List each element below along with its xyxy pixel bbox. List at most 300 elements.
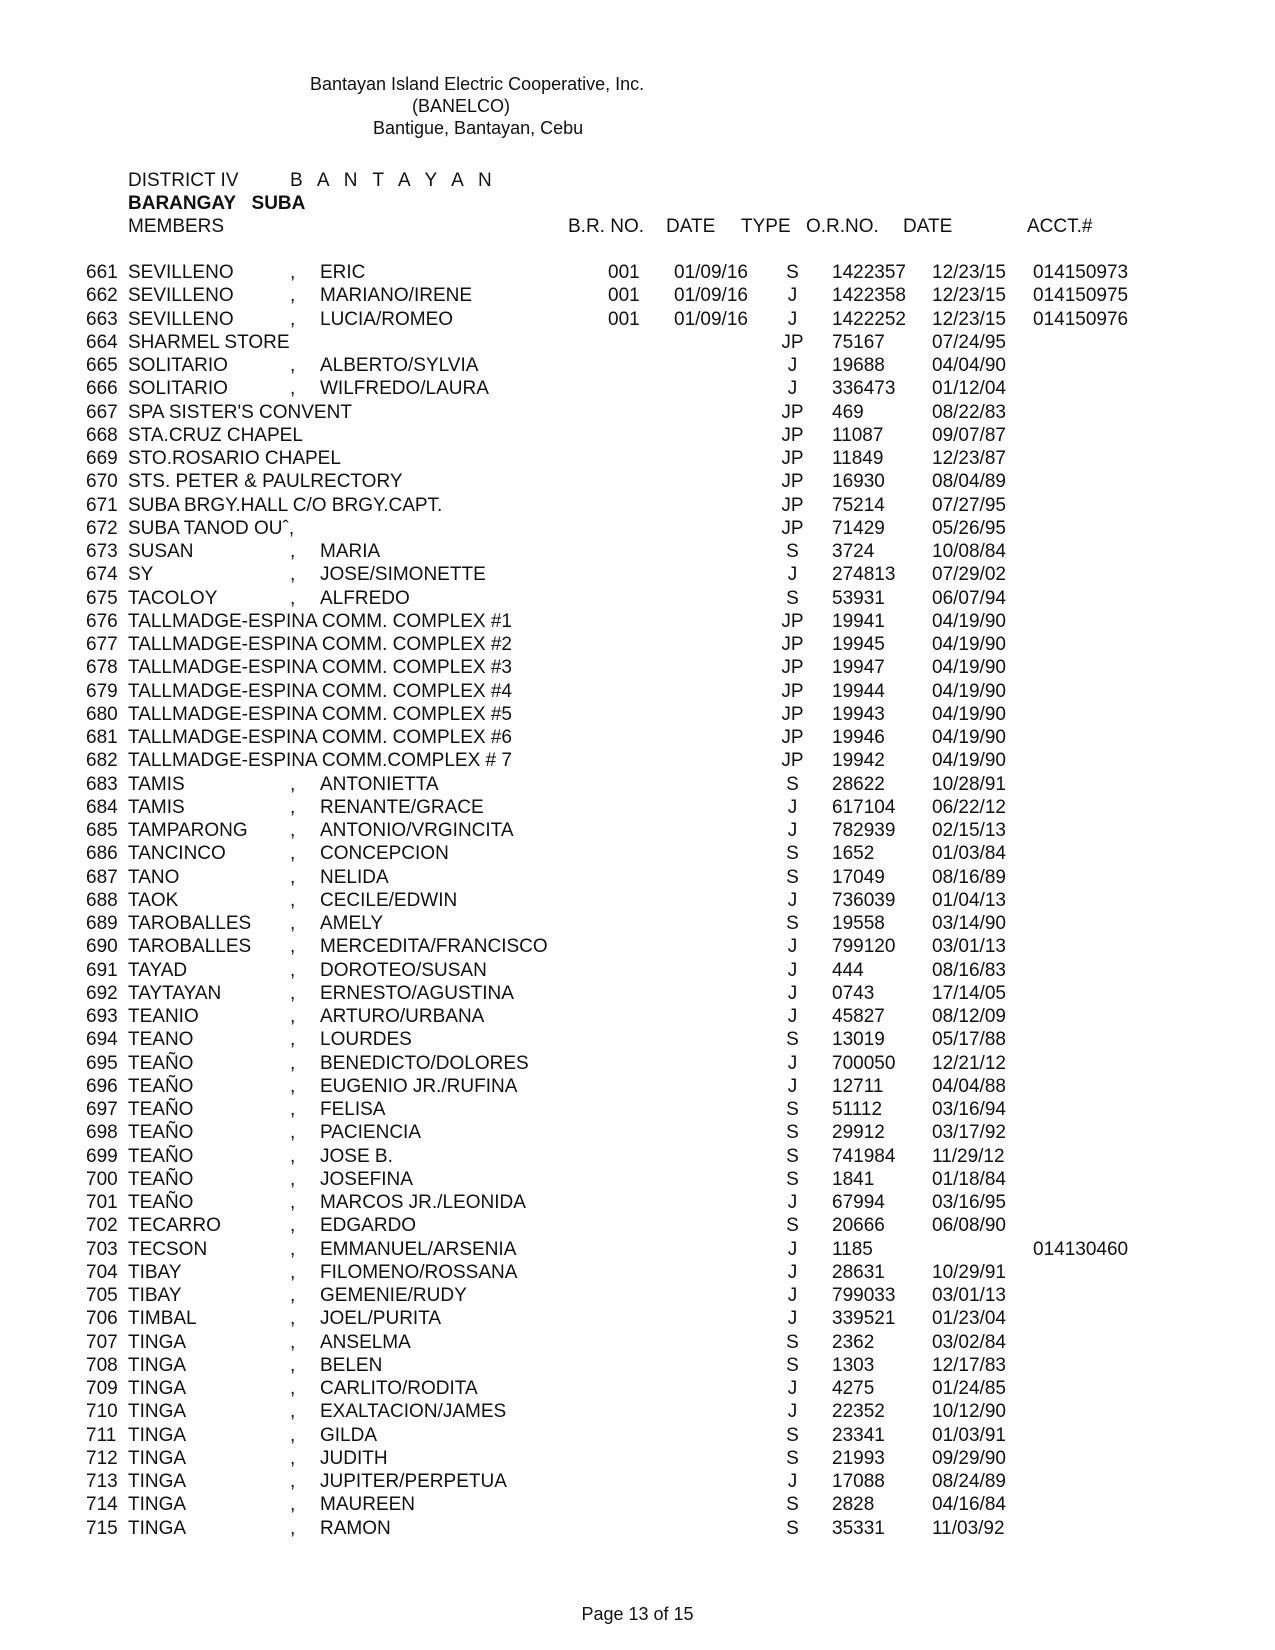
row-number: 708 xyxy=(86,1354,118,1376)
member-last-name: STO.ROSARIO CHAPEL xyxy=(128,448,341,469)
member-first-name: ERIC xyxy=(320,262,366,283)
row-number: 676 xyxy=(86,610,118,632)
or-date: 01/12/04 xyxy=(932,378,1006,400)
row-number: 663 xyxy=(86,308,118,330)
name-separator: , xyxy=(290,262,296,283)
membership-type: S xyxy=(786,1354,799,1376)
member-last-name: TEAÑO xyxy=(128,1122,194,1144)
table-row xyxy=(0,797,1275,820)
member-last-name: TEAÑO xyxy=(128,1075,194,1097)
row-number: 670 xyxy=(86,471,118,493)
org-acronym: (BANELCO) xyxy=(412,96,511,116)
or-number: 23341 xyxy=(832,1424,885,1446)
table-row xyxy=(0,634,1275,657)
row-number: 689 xyxy=(86,913,118,934)
row-number: 696 xyxy=(86,1075,118,1097)
member-last-name: TINGA xyxy=(128,1378,187,1399)
member-last-name: TAMIS xyxy=(128,796,185,818)
member-first-name: RENANTE/GRACE xyxy=(320,796,484,818)
membership-type: S xyxy=(786,1494,799,1516)
member-last-name: TALLMADGE-ESPINA COMM. COMPLEX #4 xyxy=(128,680,512,702)
or-date: 09/07/87 xyxy=(932,424,1006,446)
or-date: 04/19/90 xyxy=(932,750,1006,772)
member-last-name: TIMBAL xyxy=(128,1308,197,1330)
member-last-name: TALLMADGE-ESPINA COMM. COMPLEX #5 xyxy=(128,703,512,725)
or-number: 20666 xyxy=(832,1215,885,1237)
or-date: 12/23/15 xyxy=(932,285,1006,307)
table-row xyxy=(0,1239,1275,1262)
or-number: 19942 xyxy=(832,750,885,772)
name-separator: , xyxy=(290,355,296,376)
table-row xyxy=(0,727,1275,750)
name-separator: , xyxy=(290,1447,296,1469)
or-number: 1652 xyxy=(832,843,875,865)
row-number: 680 xyxy=(86,703,118,725)
member-last-name: TALLMADGE-ESPINA COMM.COMPLEX # 7 xyxy=(128,750,512,772)
or-date: 12/23/15 xyxy=(932,262,1006,283)
membership-type: S xyxy=(786,1145,799,1167)
name-separator: , xyxy=(290,1122,296,1144)
row-number: 684 xyxy=(86,796,118,818)
name-separator: , xyxy=(290,959,296,981)
member-first-name: LOURDES xyxy=(320,1029,412,1051)
table-row xyxy=(0,425,1275,448)
or-number: 35331 xyxy=(832,1517,885,1539)
membership-type: JP xyxy=(781,634,804,655)
name-separator: , xyxy=(290,564,296,586)
row-number: 695 xyxy=(86,1052,118,1074)
or-number: 17049 xyxy=(832,866,885,888)
or-number: 16930 xyxy=(832,471,885,493)
member-first-name: EUGENIO JR./RUFINA xyxy=(320,1075,518,1097)
or-number: 1185 xyxy=(832,1238,873,1260)
table-row xyxy=(0,564,1275,587)
table-row xyxy=(0,1262,1275,1285)
or-number: 19947 xyxy=(832,657,885,679)
member-first-name: JUDITH xyxy=(320,1447,388,1469)
membership-type: J xyxy=(787,308,798,330)
row-number: 691 xyxy=(86,959,118,981)
row-number: 714 xyxy=(86,1494,118,1516)
row-number: 671 xyxy=(86,494,118,516)
member-first-name: FELISA xyxy=(320,1099,386,1120)
table-row xyxy=(0,309,1275,332)
name-separator: , xyxy=(290,1517,296,1539)
row-number: 677 xyxy=(86,634,118,655)
name-separator: , xyxy=(290,308,296,330)
row-number: 709 xyxy=(86,1378,118,1399)
table-row xyxy=(0,285,1275,308)
or-number: 29912 xyxy=(832,1122,885,1144)
name-separator: , xyxy=(290,843,296,865)
or-number: 75167 xyxy=(832,331,885,353)
member-last-name: SUBA TANOD OUˆ, xyxy=(128,517,295,539)
table-row xyxy=(0,495,1275,518)
or-number: 19558 xyxy=(832,913,885,934)
membership-type: J xyxy=(787,1052,798,1074)
member-first-name: MARIA xyxy=(320,541,381,562)
or-date: 10/08/84 xyxy=(932,541,1006,562)
membership-type: JP xyxy=(781,727,804,748)
or-number: 3724 xyxy=(832,541,875,562)
or-date: 04/19/90 xyxy=(932,610,1006,632)
or-date: 04/19/90 xyxy=(932,634,1006,655)
table-row xyxy=(0,960,1275,983)
or-date: 07/29/02 xyxy=(932,564,1006,586)
row-number: 685 xyxy=(86,820,118,841)
member-last-name: TAYTAYAN xyxy=(128,982,222,1004)
name-separator: , xyxy=(290,1075,296,1097)
or-date: 01/23/04 xyxy=(932,1308,1006,1330)
name-separator: , xyxy=(290,541,296,562)
member-last-name: SOLITARIO xyxy=(128,378,228,400)
col-header-date: DATE xyxy=(666,216,716,237)
name-separator: , xyxy=(290,587,296,609)
or-date: 05/26/95 xyxy=(932,517,1006,539)
or-number: 11849 xyxy=(832,448,884,469)
or-date: 12/23/87 xyxy=(932,448,1006,469)
member-first-name: AMELY xyxy=(320,913,384,934)
or-number: 736039 xyxy=(832,889,896,911)
member-last-name: SY xyxy=(128,564,154,586)
membership-type: J xyxy=(787,564,798,586)
member-last-name: SOLITARIO xyxy=(128,355,228,376)
row-number: 672 xyxy=(86,517,118,539)
membership-type: JP xyxy=(781,517,804,539)
member-first-name: WILFREDO/LAURA xyxy=(320,378,489,400)
member-last-name: TAMIS xyxy=(128,773,185,795)
table-row xyxy=(0,820,1275,843)
table-row xyxy=(0,1378,1275,1401)
name-separator: , xyxy=(290,1261,296,1283)
row-number: 666 xyxy=(86,378,118,400)
membership-type: J xyxy=(787,889,798,911)
member-first-name: CECILE/EDWIN xyxy=(320,889,458,911)
membership-type: J xyxy=(787,796,798,818)
member-last-name: SUSAN xyxy=(128,541,194,562)
or-number: 45827 xyxy=(832,1006,885,1027)
membership-type: J xyxy=(787,820,798,841)
or-date: 01/24/85 xyxy=(932,1378,1006,1399)
membership-type: JP xyxy=(781,448,804,469)
membership-type: J xyxy=(787,285,798,307)
row-number: 662 xyxy=(86,285,118,307)
or-date: 07/27/95 xyxy=(932,494,1006,516)
name-separator: , xyxy=(290,1168,296,1190)
membership-type: S xyxy=(786,262,799,283)
membership-type: J xyxy=(787,959,798,981)
membership-type: JP xyxy=(781,401,804,423)
or-number: 339521 xyxy=(832,1308,896,1330)
member-last-name: TINGA xyxy=(128,1447,187,1469)
member-first-name: MERCEDITA/FRANCISCO xyxy=(320,936,548,958)
or-date: 12/21/12 xyxy=(932,1052,1006,1074)
col-header-br-no: B.R. NO. xyxy=(568,216,645,237)
or-number: 19945 xyxy=(832,634,885,655)
account-number: 014150976 xyxy=(1033,308,1129,330)
or-date: 12/17/83 xyxy=(932,1354,1006,1376)
member-last-name: TEAÑO xyxy=(128,1052,194,1074)
row-number: 692 xyxy=(86,982,118,1004)
membership-type: S xyxy=(786,587,799,609)
or-date: 01/03/84 xyxy=(932,843,1006,865)
or-number: 782939 xyxy=(832,820,896,841)
name-separator: , xyxy=(290,796,296,818)
or-date: 09/29/90 xyxy=(932,1447,1006,1469)
member-last-name: STA.CRUZ CHAPEL xyxy=(128,424,303,446)
membership-type: J xyxy=(787,1261,798,1283)
col-header-acct: ACCT.# xyxy=(1027,216,1093,237)
row-number: 688 xyxy=(86,889,118,911)
name-separator: , xyxy=(290,1145,296,1167)
membership-type: S xyxy=(786,1099,799,1120)
membership-type: J xyxy=(787,1192,798,1213)
table-row xyxy=(0,332,1275,355)
or-number: 444 xyxy=(832,959,864,981)
row-number: 673 xyxy=(86,541,118,562)
or-date: 04/19/90 xyxy=(932,657,1006,679)
name-separator: , xyxy=(290,1378,296,1399)
row-number: 668 xyxy=(86,424,118,446)
table-row xyxy=(0,867,1275,890)
membership-type: S xyxy=(786,1517,799,1539)
member-first-name: ANTONIETTA xyxy=(320,773,439,795)
barangay-title: BARANGAY SUBA xyxy=(128,193,306,214)
row-number: 704 xyxy=(86,1261,118,1283)
br-date: 01/09/16 xyxy=(674,262,748,283)
account-number: 014130460 xyxy=(1033,1238,1129,1260)
table-row xyxy=(0,750,1275,773)
member-first-name: NELIDA xyxy=(320,866,389,888)
table-row xyxy=(0,1285,1275,1308)
or-number: 21993 xyxy=(832,1447,885,1469)
or-date: 04/19/90 xyxy=(932,680,1006,702)
row-number: 701 xyxy=(86,1192,118,1213)
member-first-name: JOSEFINA xyxy=(320,1168,413,1190)
or-date: 03/17/92 xyxy=(932,1122,1006,1144)
membership-type: J xyxy=(787,1401,798,1423)
row-number: 687 xyxy=(86,866,118,888)
table-row xyxy=(0,588,1275,611)
name-separator: , xyxy=(290,936,296,958)
member-first-name: EMMANUEL/ARSENIA xyxy=(320,1238,517,1260)
row-number: 681 xyxy=(86,727,118,748)
member-first-name: BENEDICTO/DOLORES xyxy=(320,1052,529,1074)
member-first-name: MAUREEN xyxy=(320,1494,416,1516)
row-number: 710 xyxy=(86,1401,118,1423)
member-first-name: EXALTACION/JAMES xyxy=(320,1401,507,1423)
member-last-name: TECARRO xyxy=(128,1215,221,1237)
or-date: 04/19/90 xyxy=(932,703,1006,725)
or-number: 28622 xyxy=(832,773,885,795)
member-last-name: TEANIO xyxy=(128,1006,199,1027)
br-date: 01/09/16 xyxy=(674,308,748,330)
account-number: 014150973 xyxy=(1033,262,1129,283)
or-date: 03/16/95 xyxy=(932,1192,1006,1213)
or-number: 274813 xyxy=(832,564,896,586)
row-number: 703 xyxy=(86,1238,118,1260)
member-last-name: TEAÑO xyxy=(128,1192,194,1213)
table-row xyxy=(0,657,1275,680)
or-date: 11/03/92 xyxy=(932,1517,1005,1539)
or-number: 19688 xyxy=(832,355,885,376)
table-row xyxy=(0,611,1275,634)
membership-type: S xyxy=(786,1215,799,1237)
or-date: 08/22/83 xyxy=(932,401,1006,423)
table-row xyxy=(0,355,1275,378)
membership-type: JP xyxy=(781,331,804,353)
br-number: 001 xyxy=(608,285,640,307)
member-first-name: LUCIA/ROMEO xyxy=(320,308,454,330)
member-last-name: TECSON xyxy=(128,1238,208,1260)
or-number: 617104 xyxy=(832,796,896,818)
member-last-name: TEAÑO xyxy=(128,1168,194,1190)
name-separator: , xyxy=(290,285,296,307)
table-row xyxy=(0,378,1275,401)
member-last-name: TINGA xyxy=(128,1354,187,1376)
member-last-name: TIBAY xyxy=(128,1285,182,1306)
row-number: 690 xyxy=(86,936,118,958)
or-number: 1422252 xyxy=(832,308,906,330)
membership-type: S xyxy=(786,843,799,865)
member-last-name: TANO xyxy=(128,866,180,888)
row-number: 661 xyxy=(86,262,118,283)
or-number: 71429 xyxy=(832,517,885,539)
member-last-name: TAROBALLES xyxy=(128,936,252,958)
table-row xyxy=(0,518,1275,541)
or-date: 03/16/94 xyxy=(932,1099,1006,1120)
or-date: 03/02/84 xyxy=(932,1331,1006,1353)
member-last-name: TINGA xyxy=(128,1401,187,1423)
or-date: 01/04/13 xyxy=(932,889,1006,911)
membership-type: S xyxy=(786,913,799,934)
member-last-name: TAROBALLES xyxy=(128,913,252,934)
table-row xyxy=(0,1006,1275,1029)
row-number: 702 xyxy=(86,1215,118,1237)
district-label: DISTRICT IV xyxy=(128,170,239,191)
table-row xyxy=(0,913,1275,936)
row-number: 665 xyxy=(86,355,118,376)
name-separator: , xyxy=(290,820,296,841)
member-last-name: SEVILLENO xyxy=(128,262,234,283)
table-row xyxy=(0,1215,1275,1238)
row-number: 667 xyxy=(86,401,118,423)
membership-type: JP xyxy=(781,610,804,632)
membership-type: J xyxy=(787,1075,798,1097)
member-last-name: STS. PETER & PAULRECTORY xyxy=(128,471,403,493)
row-number: 694 xyxy=(86,1029,118,1051)
or-number: 67994 xyxy=(832,1192,885,1213)
membership-type: S xyxy=(786,1122,799,1144)
membership-type: S xyxy=(786,541,799,562)
name-separator: , xyxy=(290,773,296,795)
member-last-name: SHARMEL STORE xyxy=(128,331,290,353)
table-row xyxy=(0,681,1275,704)
row-number: 679 xyxy=(86,680,118,702)
or-date: 03/14/90 xyxy=(932,913,1006,934)
row-number: 686 xyxy=(86,843,118,865)
row-number: 705 xyxy=(86,1285,118,1306)
member-last-name: SPA SISTER'S CONVENT xyxy=(128,401,352,423)
membership-type: J xyxy=(787,982,798,1004)
membership-type: S xyxy=(786,773,799,795)
member-first-name: EDGARDO xyxy=(320,1215,417,1237)
name-separator: , xyxy=(290,1308,296,1330)
table-row xyxy=(0,890,1275,913)
table-row xyxy=(0,1122,1275,1145)
member-first-name: ERNESTO/AGUSTINA xyxy=(320,982,514,1004)
table-row xyxy=(0,1494,1275,1517)
table-row xyxy=(0,262,1275,285)
member-last-name: TACOLOY xyxy=(128,587,218,609)
name-separator: , xyxy=(290,1052,296,1074)
or-number: 53931 xyxy=(832,587,885,609)
br-date: 01/09/16 xyxy=(674,285,748,307)
member-first-name: RAMON xyxy=(320,1517,391,1539)
member-first-name: GEMENIE/RUDY xyxy=(320,1285,467,1306)
table-row xyxy=(0,1029,1275,1052)
name-separator: , xyxy=(290,1424,296,1446)
or-number: 1422357 xyxy=(832,262,906,283)
or-date: 01/18/84 xyxy=(932,1168,1006,1190)
or-date: 06/22/12 xyxy=(932,796,1006,818)
table-row xyxy=(0,448,1275,471)
member-list xyxy=(0,262,1275,1541)
table-row xyxy=(0,1471,1275,1494)
member-last-name: TIBAY xyxy=(128,1261,182,1283)
membership-type: J xyxy=(787,1006,798,1027)
or-number: 469 xyxy=(832,401,864,423)
or-number: 1841 xyxy=(832,1168,875,1190)
row-number: 682 xyxy=(86,750,118,772)
member-first-name: GILDA xyxy=(320,1424,378,1446)
row-number: 700 xyxy=(86,1168,118,1190)
name-separator: , xyxy=(290,1192,296,1213)
member-first-name: ALBERTO/SYLVIA xyxy=(320,355,479,376)
or-number: 22352 xyxy=(832,1401,885,1423)
table-row xyxy=(0,1076,1275,1099)
or-date: 08/12/09 xyxy=(932,1006,1006,1027)
name-separator: , xyxy=(290,1401,296,1423)
member-last-name: TALLMADGE-ESPINA COMM. COMPLEX #3 xyxy=(128,657,512,679)
or-date: 01/03/91 xyxy=(932,1424,1006,1446)
membership-type: JP xyxy=(781,657,804,679)
table-row xyxy=(0,1448,1275,1471)
org-address: Bantigue, Bantayan, Cebu xyxy=(373,118,584,138)
name-separator: , xyxy=(290,1354,296,1376)
or-number: 51112 xyxy=(832,1099,883,1120)
or-date: 03/01/13 xyxy=(932,936,1006,958)
membership-type: S xyxy=(786,1168,799,1190)
account-number: 014150975 xyxy=(1033,285,1129,307)
row-number: 693 xyxy=(86,1006,118,1027)
membership-type: JP xyxy=(781,750,804,772)
membership-type: S xyxy=(786,1424,799,1446)
membership-type: JP xyxy=(781,703,804,725)
or-date: 06/07/94 xyxy=(932,587,1006,609)
row-number: 683 xyxy=(86,773,118,795)
membership-type: JP xyxy=(781,680,804,702)
name-separator: , xyxy=(290,1215,296,1237)
name-separator: , xyxy=(290,1471,296,1492)
member-last-name: SEVILLENO xyxy=(128,308,234,330)
or-number: 19941 xyxy=(832,610,885,632)
row-number: 711 xyxy=(86,1424,117,1446)
membership-type: JP xyxy=(781,424,804,446)
member-last-name: TEAÑO xyxy=(128,1145,194,1167)
row-number: 669 xyxy=(86,448,118,469)
table-row xyxy=(0,1146,1275,1169)
